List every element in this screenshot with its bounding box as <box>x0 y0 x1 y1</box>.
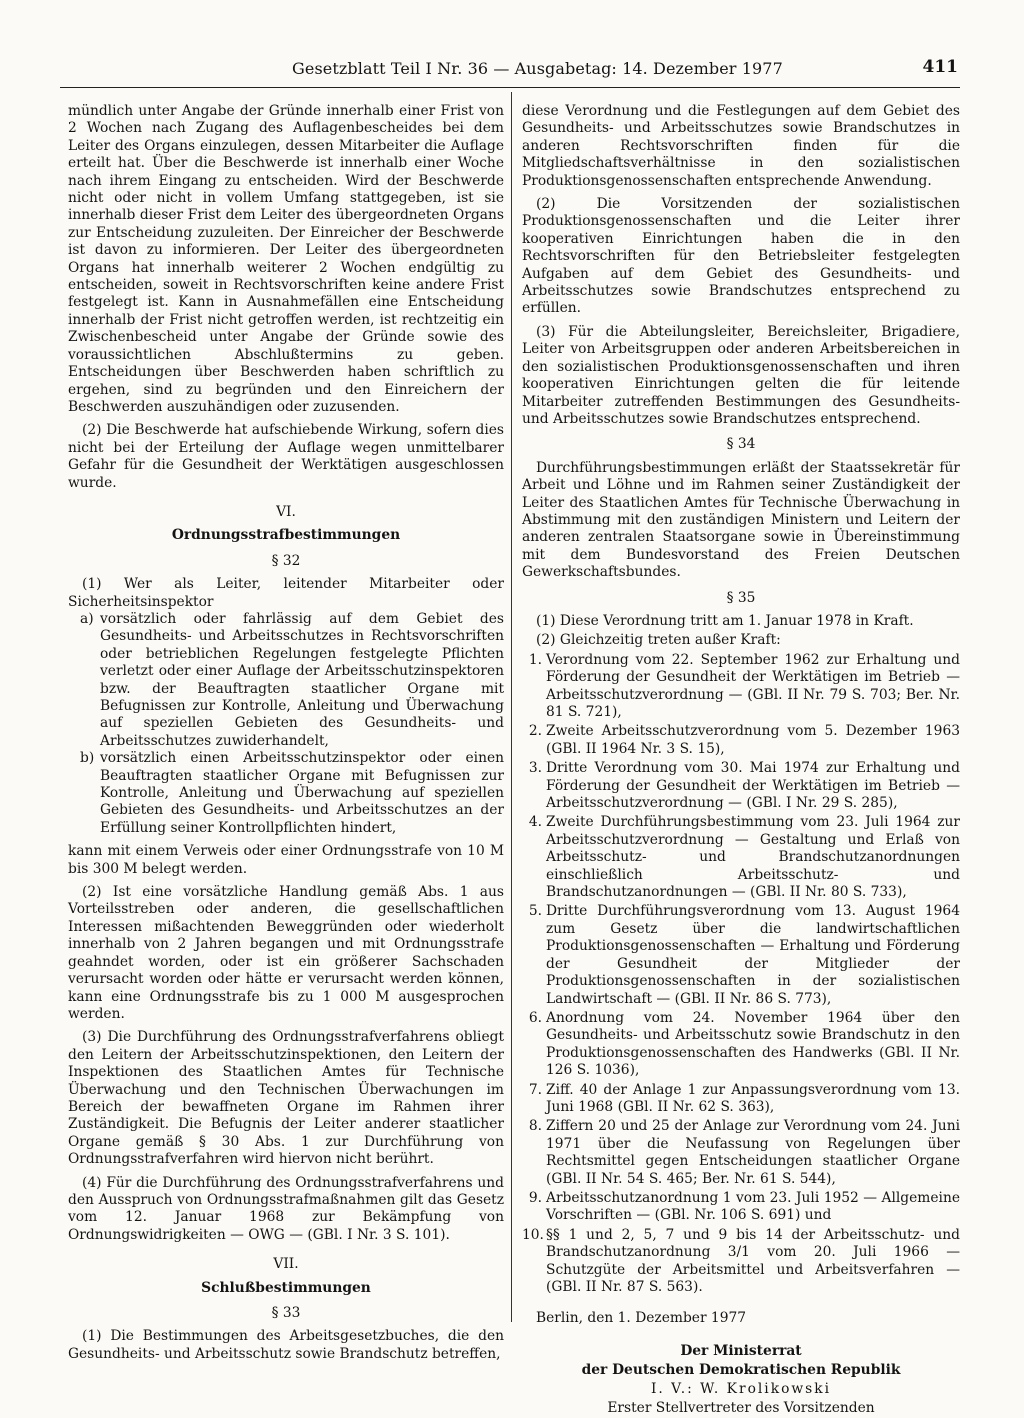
paragraph: (4) Für die Durchführung des Ordnungsstrafverfahrens und den Ausspruch von Ordnungsstrafmaßnahmen gilt das Gesetz vom 12. Januar 1968 zur Bekämpfung von Ordnungswidrigkeiten — OWG — (GBl. I Nr. 3 S. 101). <box>68 1174 504 1243</box>
list-item-text: Dritte Durchführungsverordnung vom 13. August 1964 zum Gesetz über die landwirtschaftlichen Produktionsgenossenschaften — Erhaltung und Förderung der Gesundheit der Mitglieder der Produktionsgenossenschaften in der sozialistischen Landwirtschaft — (GBl. II Nr. 86 S. 773), <box>546 903 960 1007</box>
list-item-text: Zweite Durchführungsbestimmung vom 23. Juli 1964 zur Arbeitsschutzverordnung — Gestaltung und Erlaß von Arbeitsschutz- und Brandschutzanordnungen einschließlich Arbeitsschutz- und Brandschutzanordnungen — (GBl. II Nr. 80 S. 733), <box>546 814 960 901</box>
list-item <box>522 903 960 1007</box>
paragraph: (3) Für die Abteilungsleiter, Bereichsleiter, Brigadiere, Leiter von Arbeitsgruppen oder anderen Arbeitsbereichen in den sozialistischen Produktionsgenossenschaften und ihren kooperativen Einrichtungen gelten die für leitende Mitarbeiter zutreffenden Bestimmungen des Gesundheits- und Arbeitsschutzes sowie Brandschutzes entsprechend. <box>522 323 960 427</box>
list-marker: 1. <box>528 651 542 668</box>
column-divider <box>511 92 512 1322</box>
section-heading: § 33 <box>271 1305 301 1321</box>
part-title: Schlußbestimmungen <box>201 1279 371 1296</box>
paragraph: (1) Die Bestimmungen des Arbeitsgesetzbuches, die den Gesundheits- und Arbeitsschutz sowie Brandschutz betreffen, <box>68 1328 504 1362</box>
list-marker: a) <box>80 610 94 627</box>
paragraph: (2) Ist eine vorsätzliche Handlung gemäß Abs. 1 aus Vorteilsstreben oder anderen, die gesellschaftlichen Interessen mißachtenden Beweggründen oder wiederholt innerhalb von 2 Jahren begangen und mit Ordnungsstrafe geahndet worden, oder ist ein größerer Sachschaden verursacht worden oder hätte er verursacht werden können, kann eine Ordnungsstrafe bis zu 1 000 M ausgesprochen werden. <box>68 884 504 1022</box>
paragraph: (3) Die Durchführung des Ordnungsstrafverfahrens obliegt den Leitern der Arbeitsschutzinspektionen, den Leitern der Inspektionen des Staatlichen Amtes für Technische Überwachung und den Technischen Überwachungen im Bereich der bewaffneten Organe im Rahmen ihrer Zuständigkeit. Die Befugnis der Leiter anderer staatlicher Organe gemäß § 30 Abs. 1 zur Durchführung von Ordnungsstrafverfahren wird hiervon nicht berührt. <box>68 1029 504 1168</box>
list-marker: 6. <box>528 1009 542 1026</box>
section-heading: § 35 <box>726 589 756 606</box>
signature-line: der Deutschen Demokratischen Republik <box>581 1361 901 1378</box>
list-item-text: §§ 1 und 2, 5, 7 und 9 bis 14 der Arbeitsschutz- und Brandschutzanordnung 3/1 vom 20. Juli 1966 — Schutzgüte der Arbeitsmittel und Arbeitsverfahren — (GBl. II Nr. 87 S. 563). <box>546 1226 960 1295</box>
date-line: Berlin, den 1. Dezember 1977 <box>536 1310 747 1327</box>
list-item <box>522 814 960 901</box>
list-item-text: Anordnung vom 24. November 1964 über den Gesundheits- und Arbeitsschutz sowie Brandschutz in den Produktionsgenossenschaften des Handwerks (GBl. II Nr. 126 S. 1036), <box>546 1009 960 1079</box>
list-marker: 8. <box>528 1118 542 1135</box>
page-header <box>60 55 960 88</box>
page-number: 411 <box>922 57 958 77</box>
list-item-text: Arbeitsschutzanordnung 1 vom 23. Juli 1952 — Allgemeine Vorschriften — (GBl. Nr. 106 S. 691) und <box>546 1189 960 1224</box>
list-marker: b) <box>80 750 95 767</box>
part-title: Ordnungsstrafbestimmungen <box>171 527 401 544</box>
left-column <box>68 103 504 1369</box>
paragraph: (2) Die Beschwerde hat aufschiebende Wirkung, sofern dies nicht bei der Erteilung der Auflage wegen unmittelbarer Gefahr für die Gesundheit der Werktätigen ausgeschlossen wurde. <box>68 422 504 491</box>
paragraph: diese Verordnung und die Festlegungen auf dem Gebiet des Gesundheits- und Arbeitsschutzes sowie Brandschutzes in anderen Rechtsvorschriften finden für die Mitgliedschaftsverhältnisse in den sozialistischen Produktionsgenossenschaften entsprechende Anwendung. <box>522 103 960 189</box>
list-item <box>522 1190 960 1225</box>
list-item-text: vorsätzlich einen Arbeitsschutzinspektor oder einen Beauftragten staatlicher Organe mit Befugnissen zur Kontrolle, Anleitung und Überwachung auf speziellen Gebieten des Gesundheits- und Arbeitsschutzes an der Erfüllung seiner Kontrollpflichten hindert, <box>100 750 504 836</box>
list-item <box>68 611 504 750</box>
paragraph: mündlich unter Angabe der Gründe innerhalb einer Frist von 2 Wochen nach Zugang des Auflagenbescheides bei dem Leiter des Organs einzulegen, dessen Mitarbeiter die Auflage erteilt hat. Über die Beschwerde ist innerhalb einer Woche nach ihrem Eingang zu entscheiden. Wird der Beschwerde nicht oder nicht in vollem Umfang stattgegeben, ist sie innerhalb dieser Frist dem Leiter des übergeordneten Organs zur Entscheidung zuzuleiten. Der Einreicher der Beschwerde ist davon zu informieren. Der Leiter des übergeordneten Organs hat innerhalb weiterer 2 Wochen endgültig zu entscheiden, soweit in Rechtsvorschriften keine andere Frist festgelegt ist. Kann in Ausnahmefällen eine Entscheidung innerhalb der Frist nicht getroffen werden, ist rechtzeitig ein Zwischenbescheid unter Angabe der Gründe sowie des voraussichtlichen Abschlußtermins zu geben. Entscheidungen über Beschwerden haben schriftlich zu ergehen, sind zu begründen und den Einreichern der Beschwerden auszuhändigen oder zuzusenden. <box>68 103 504 415</box>
paragraph: (2) Die Vorsitzenden der sozialistischen Produktionsgenossenschaften und die Leiter ihrer kooperativen Einrichtungen haben die in den Rechtsvorschriften für den Betriebsleiter festgelegten Aufgaben auf dem Gebiet des Gesundheits- und Arbeitsschutzes sowie Brandschutzes entsprechend zu erfüllen. <box>522 196 960 317</box>
list <box>68 611 504 837</box>
list-marker: 5. <box>528 903 542 920</box>
list-item <box>68 750 504 837</box>
list-item-text: Zweite Arbeitsschutzverordnung vom 5. Dezember 1963 (GBl. II 1964 Nr. 3 S. 15), <box>546 723 960 757</box>
paragraph: (1) Diese Verordnung tritt am 1. Januar 1978 in Kraft. <box>536 612 914 629</box>
paragraph: Durchführungsbestimmungen erläßt der Staatssekretär für Arbeit und Löhne und im Rahmen seiner Zuständigkeit der Leiter des Staatlichen Amtes für Technische Überwachung in Abstimmung mit den zuständigen Ministern und Leitern der anderen zentralen Staatsorgane sowie in Übereinstimmung mit dem Bundesvorstand des Freien Deutschen Gewerkschaftsbundes. <box>522 459 960 581</box>
list-marker: 9. <box>528 1189 542 1206</box>
list-item <box>522 652 960 722</box>
list-item <box>522 1227 960 1297</box>
section-heading: § 34 <box>726 436 756 453</box>
paragraph: (2) Gleichzeitig treten außer Kraft: <box>536 632 781 649</box>
list-marker: 4. <box>528 814 542 831</box>
paragraph: (1) Wer als Leiter, leitender Mitarbeiter oder Sicherheitsinspektor <box>68 576 504 610</box>
list-marker: 10. <box>522 1226 544 1243</box>
list-item <box>522 1118 960 1188</box>
right-column <box>522 103 960 1418</box>
list-item-text: Ziff. 40 der Anlage 1 zur Anpassungsverordnung vom 13. Juni 1968 (GBl. II Nr. 62 S. 363), <box>546 1081 960 1115</box>
section-heading: § 32 <box>271 552 301 569</box>
list-item-text: Ziffern 20 und 25 der Anlage zur Verordnung vom 24. Juni 1971 über die Neufassung von Regelungen über Rechtsmittel gegen Entscheidungen staatlicher Organe (GBl. II Nr. 54 S. 465; Ber. Nr. 61 S. 544), <box>546 1118 960 1187</box>
list-item <box>522 723 960 758</box>
list-marker: 2. <box>528 723 542 740</box>
list-item-text: Dritte Verordnung vom 30. Mai 1974 zur Erhaltung und Förderung der Gesundheit der Werktätigen im Betrieb — Arbeitsschutzverordnung — (GBl. I Nr. 29 S. 285), <box>546 760 960 812</box>
list-item <box>522 1082 960 1117</box>
signature-line: I. V.: W. Krolikowski <box>650 1380 832 1397</box>
list-item <box>522 1010 960 1080</box>
list-marker: 7. <box>528 1081 542 1098</box>
list-marker: 3. <box>528 760 542 777</box>
paragraph: kann mit einem Verweis oder einer Ordnungsstrafe von 10 M bis 300 M belegt werden. <box>68 843 504 877</box>
signature-block <box>522 1342 960 1418</box>
part-number: VII. <box>273 1256 299 1273</box>
gazette-title: Gesetzblatt Teil I Nr. 36 — Ausgabetag: 14. Dezember 1977 <box>292 59 783 78</box>
list-item-text: Verordnung vom 22. September 1962 zur Erhaltung und Förderung der Gesundheit der Werktätigen im Betrieb — Arbeitsschutzverordnung — (GBl. II Nr. 79 S. 703; Ber. Nr. 81 S. 721), <box>546 651 960 720</box>
list-item-text: vorsätzlich oder fahrlässig auf dem Gebiet des Gesundheits- und Arbeitsschutzes in Rechtsvorschriften oder betrieblichen Regelungen festgelegte Pflichten verletzt oder einer Auflage der Arbeitsschutzinspektoren bzw. der Beauftragten staatlicher Organe mit Befugnissen zur Kontrolle, Anleitung und Überwachung auf speziellen Gebieten des Gesundheits- und Arbeitsschutzes zuwiderhandelt, <box>100 610 504 749</box>
repealed-regulations-list <box>522 652 960 1297</box>
signature-line: Der Ministerrat <box>680 1342 802 1359</box>
part-number: VI. <box>276 503 296 520</box>
signature-line: Erster Stellvertreter des Vorsitzenden <box>607 1399 875 1416</box>
list-item <box>522 760 960 812</box>
